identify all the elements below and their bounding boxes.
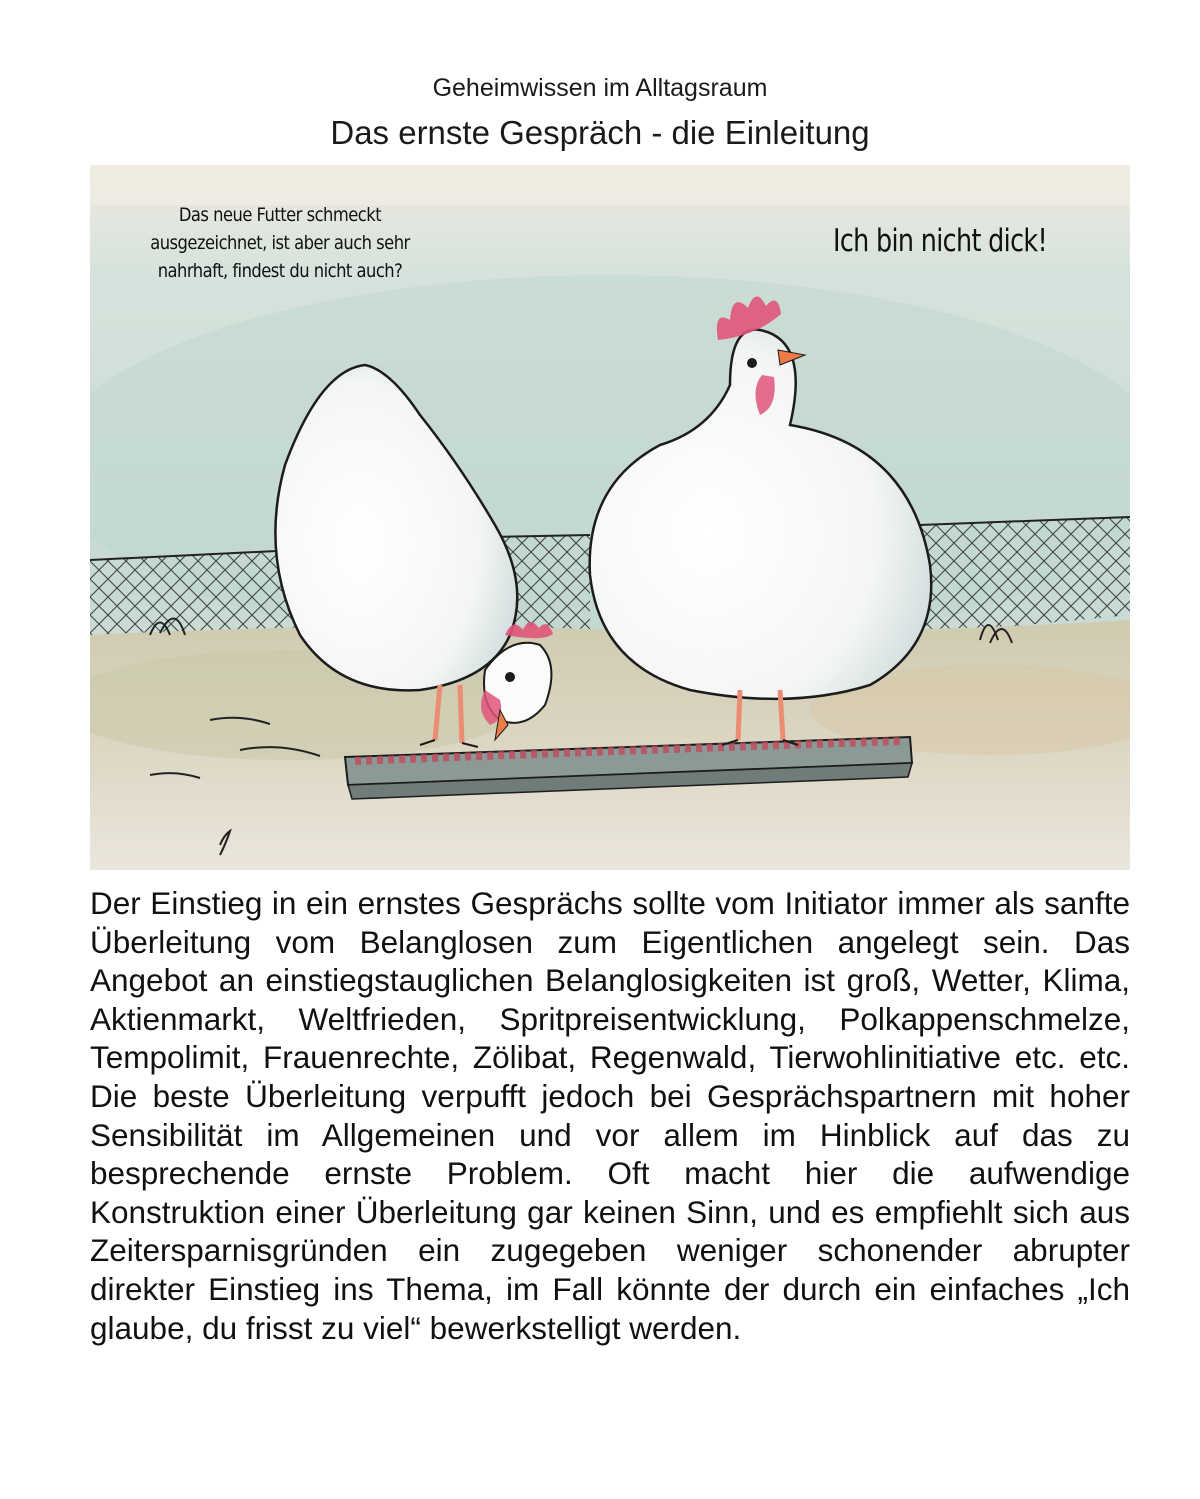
paper-band (90, 165, 1130, 205)
cartoon-illustration (90, 165, 1130, 870)
speech-text-right-hen: Ich bin nicht dick! (833, 223, 1047, 259)
page-title: Das ernste Gespräch - die Einleitung (330, 114, 870, 151)
body-paragraph: Der Einstieg in ein ernstes Gesprächs sollte vom Initiator immer als sanfte Überleitung vom Belanglosen zum Eigentlichen angelegt sein. Das Angebot an einstiegstauglichen Belanglosigkeiten ist groß, Wetter, Klima, Aktienmarkt, Weltfrieden, Spritpreisentwicklung, Polkappenschmelze, Tempolimit, Frauenrechte, Zölibat, Regenwald, Tierwohlinitiative etc. etc. Die beste Überleitung verpufft jedoch bei Gesprächspartnern mit hoher Sensibilität im Allgemeinen und vor allem im Hinblick auf das zu besprechende ernste Problem. Oft macht hier die aufwendige Konstruktion einer Überleitung gar keinen Sinn, und es empfiehlt sich aus Zeitersparnisgründen ein zugegeben weniger schonender abrupter direkter Einstieg ins Thema, im Fall könnte der durch ein einfaches „Ich glaube, du frisst zu viel“ bewerkstelligt werden. (90, 885, 1130, 1346)
speech-text-left-hen: Das neue Futter schmeckt ausgezeichnet, ist aber auch sehr nahrhaft, findest du nicht auch? (150, 204, 410, 282)
page-kicker: Geheimwissen im Alltagsraum (432, 74, 768, 102)
